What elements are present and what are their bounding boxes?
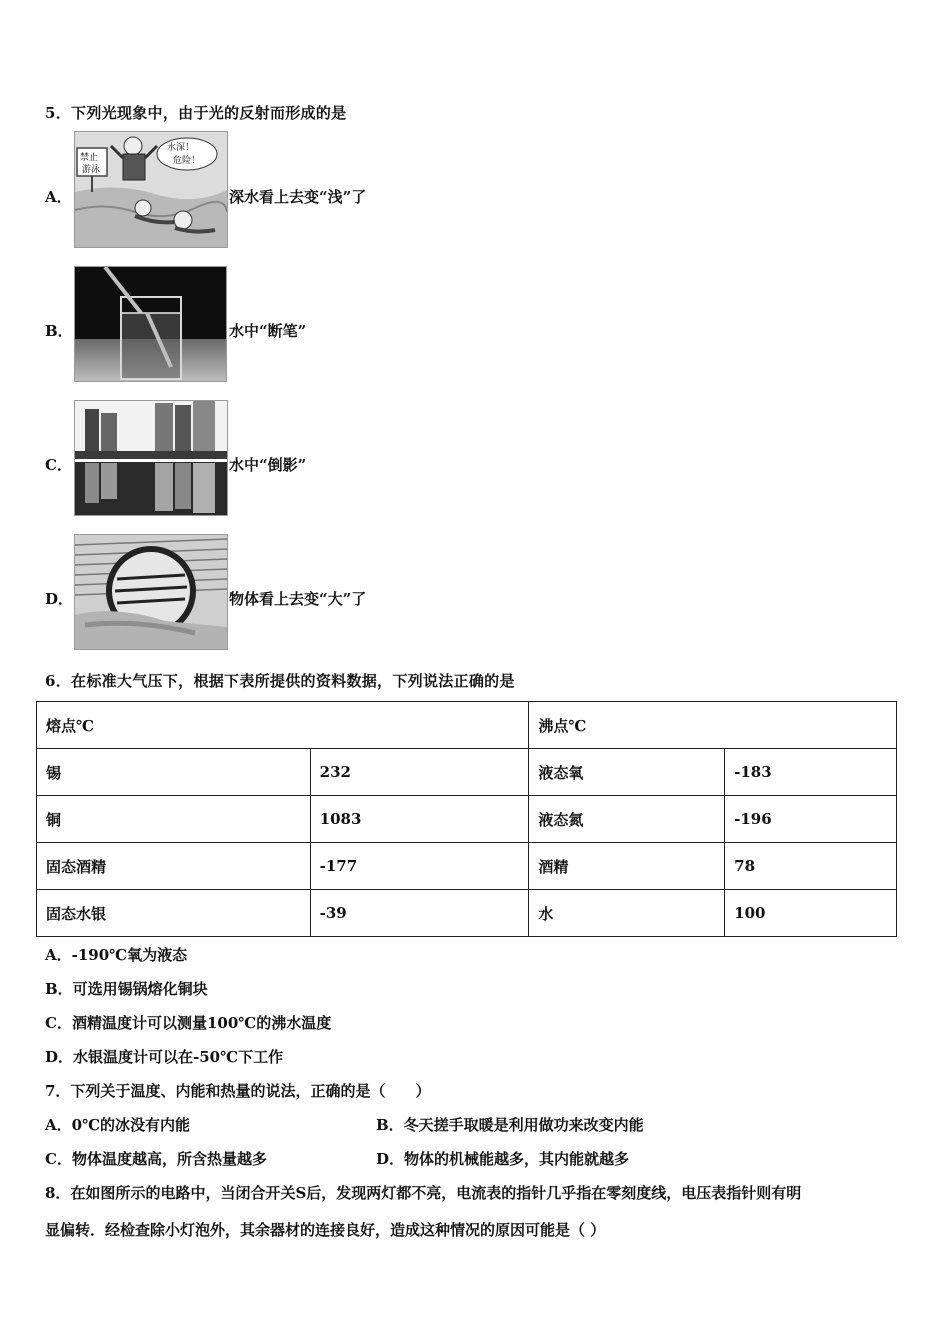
table-cell: 水 bbox=[529, 890, 725, 937]
table-cell: 铜 bbox=[37, 796, 311, 843]
q6-option-a: A．-190℃氧为液态 bbox=[45, 946, 188, 964]
swimming-warning-illustration bbox=[75, 132, 227, 247]
q7-stem: 7．下列关于温度、内能和热量的说法，正确的是（ ） bbox=[45, 1082, 431, 1100]
q5-option-b-image bbox=[74, 266, 227, 382]
table-cell: 固态酒精 bbox=[37, 843, 311, 890]
sign-text-line2: 游泳 bbox=[82, 165, 101, 175]
q7-option-b: B．冬天搓手取暖是利用做功来改变内能 bbox=[376, 1116, 644, 1134]
table-cell: 液态氧 bbox=[529, 749, 725, 796]
header-melting-point: 熔点℃ bbox=[37, 702, 529, 749]
q6-option-b: B．可选用锡锅熔化铜块 bbox=[45, 980, 208, 998]
table-cell: 100 bbox=[725, 890, 897, 937]
q5-option-d-letter: D． bbox=[45, 590, 74, 608]
pencil-in-water-photo bbox=[75, 267, 226, 381]
table-cell: -177 bbox=[310, 843, 529, 890]
table-row bbox=[37, 843, 897, 890]
table-cell: 液态氮 bbox=[529, 796, 725, 843]
magnifying-glass-photo bbox=[75, 535, 227, 649]
bubble-text-line1: 水深！ bbox=[167, 143, 195, 153]
header-boiling-point: 沸点℃ bbox=[529, 702, 897, 749]
q5-option-c-text: 水中“倒影” bbox=[229, 456, 307, 474]
table-row bbox=[37, 890, 897, 937]
q7-option-a: A．0℃的冰没有内能 bbox=[45, 1116, 191, 1134]
table-row bbox=[37, 796, 897, 843]
table-cell: 1083 bbox=[310, 796, 529, 843]
table-cell: -196 bbox=[725, 796, 897, 843]
q6-option-c: C．酒精温度计可以测量100℃的沸水温度 bbox=[45, 1014, 332, 1032]
table-row bbox=[37, 749, 897, 796]
q5-option-b-text: 水中“断笔” bbox=[229, 322, 307, 340]
q8-stem-line1: 8．在如图所示的电路中，当闭合开关S后，发现两灯都不亮，电流表的指针几乎指在零刻度线，电压表指针则有明 bbox=[45, 1184, 802, 1202]
table-cell: -39 bbox=[310, 890, 529, 937]
melting-boiling-table bbox=[36, 701, 897, 937]
table-cell: 232 bbox=[310, 749, 529, 796]
table-cell: -183 bbox=[725, 749, 897, 796]
q5-option-a-text: 深水看上去变“浅”了 bbox=[229, 188, 367, 206]
sign-text-line1: 禁止 bbox=[80, 153, 99, 163]
table-cell: 78 bbox=[725, 843, 897, 890]
q6-stem: 6．在标准大气压下，根据下表所提供的资料数据，下列说法正确的是 bbox=[45, 672, 515, 690]
table-cell: 固态水银 bbox=[37, 890, 311, 937]
q5-stem: 5．下列光现象中，由于光的反射而形成的是 bbox=[45, 104, 347, 122]
table-header-row bbox=[37, 702, 897, 749]
q5-option-d-text: 物体看上去变“大”了 bbox=[229, 590, 367, 608]
q5-option-b-letter: B． bbox=[45, 322, 73, 340]
q5-option-c-image bbox=[74, 400, 228, 516]
q6-option-d: D．水银温度计可以在-50℃下工作 bbox=[45, 1048, 284, 1066]
q5-option-a-image bbox=[74, 131, 228, 248]
q5-option-a-letter: A． bbox=[45, 188, 72, 206]
bubble-text-line2: 危险！ bbox=[173, 156, 201, 166]
q8-stem-line2: 显偏转．经检查除小灯泡外，其余器材的连接良好，造成这种情况的原因可能是（ ） bbox=[45, 1221, 606, 1239]
q7-option-c: C．物体温度越高，所含热量越多 bbox=[45, 1150, 267, 1168]
q7-option-d: D．物体的机械能越多，其内能就越多 bbox=[376, 1150, 630, 1168]
table-cell: 酒精 bbox=[529, 843, 725, 890]
table-cell: 锡 bbox=[37, 749, 311, 796]
building-reflection-photo bbox=[75, 401, 227, 515]
q5-option-c-letter: C． bbox=[45, 456, 72, 474]
q5-option-d-image bbox=[74, 534, 228, 650]
